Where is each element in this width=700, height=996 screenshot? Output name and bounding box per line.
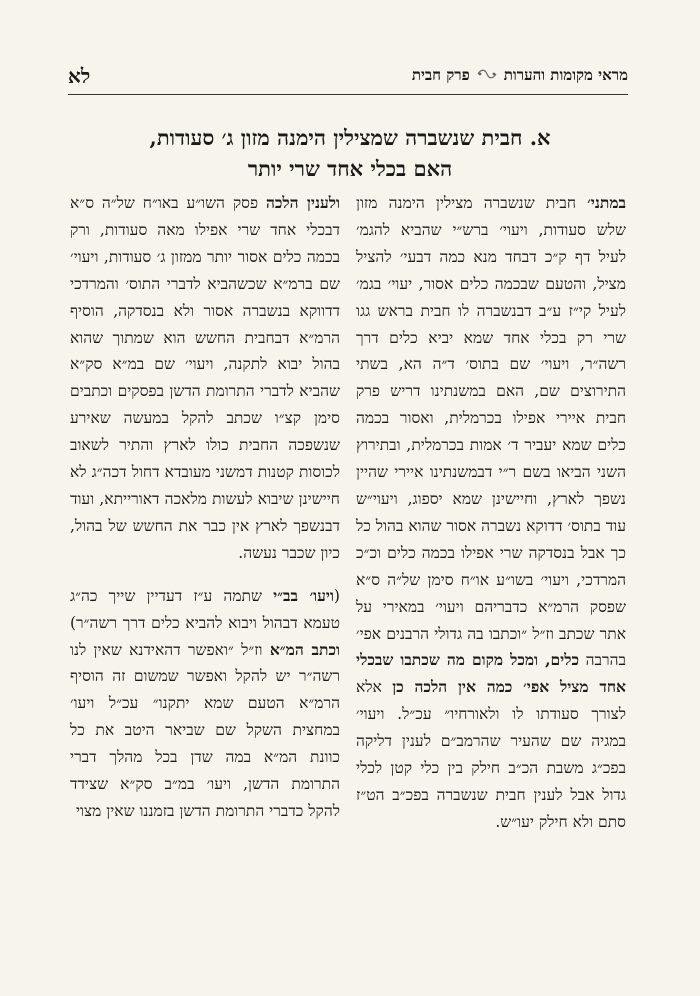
lead-word: במתני׳ bbox=[587, 193, 626, 212]
text-line: כלים דרך רשה״ר, ויעוי׳ שם בתוס׳ ד״ה bbox=[356, 328, 626, 374]
text-line: והטעם שבכמה כלים אסור, יעוי׳ בגמ׳ bbox=[356, 274, 586, 293]
section-title-line-1: א. חבית שנשברה שמצילין הימנה מזון ג׳ סעודות, bbox=[149, 125, 551, 150]
text-line: בכל מהלך דברי התרומת הדשן, ויעו׳ bbox=[70, 748, 340, 794]
left-paragraph-2 bbox=[70, 583, 340, 825]
text-line: לדברי התרומת הדשן בפסקים וכתבים bbox=[70, 382, 294, 401]
text-line: ויעוי׳ במגיה שם שהעיר שהרמב״ם bbox=[356, 705, 626, 751]
text-line: לעיל קי״ז ע״ב דבנשברה לו חבית bbox=[420, 301, 626, 320]
text-line: בנסדקה שרי אפילו בכמה כלים וכ״כ bbox=[356, 543, 575, 562]
text-line: בין כלי קטן לכלי גדול אבל לענין bbox=[356, 759, 626, 804]
text-line: אפילו מאה סעודות, ורק בכמה כלים bbox=[70, 220, 341, 266]
left-paragraph-1 bbox=[70, 190, 340, 567]
text-line: להביא כלים דרך רשה״ר) bbox=[70, 613, 223, 632]
section-title bbox=[80, 122, 620, 184]
text-line: חבית שנשברה מצילין הימנה bbox=[388, 194, 577, 212]
running-header bbox=[68, 62, 628, 90]
text-line: לצורך סעודתו לו ולאורחיו״ עכ״ל. bbox=[397, 705, 626, 724]
text-line: כה״ג טעמא דבהול ויבוא bbox=[70, 586, 340, 632]
text-line: דבחד מנא כמה דבעי׳ להציל מציל, bbox=[356, 247, 626, 293]
scroll-ornament-icon bbox=[476, 68, 498, 83]
text-line: ברמ״א שכשהביא לדברי התוס׳ bbox=[125, 274, 313, 293]
text-line: דחול דכה״ג לא חיישינן שיבוא לעשות bbox=[70, 463, 340, 508]
text-line: וז״ל ״ואפשר דהאידנא שאין לנו bbox=[70, 640, 263, 659]
book-title: מראי מקומות והערות bbox=[503, 66, 628, 84]
text-line: ברש״י שהביא להגמ׳ לעיל דף ק״כ bbox=[356, 220, 626, 266]
lead-word: ולענין הלכה bbox=[265, 193, 340, 212]
text-line: לענין דליקה בפכ״ג משבת הכ״ב חילק bbox=[356, 732, 627, 778]
open-paren: ( bbox=[333, 586, 340, 605]
text-line: שהיין נשפך לארץ, וחיישינן שמא bbox=[356, 463, 626, 508]
text-line: סימן קצ״ו שכתב להקל במעשה שאירע bbox=[70, 409, 340, 428]
text-line: הא, בשתי התירוצים שם, האם bbox=[356, 355, 627, 401]
text-line: בנסדקה, הוסיף הרמ״א דבחבית bbox=[70, 301, 340, 347]
text-line: הוסיף הרמ״א הטעם שמא יתקנו״ bbox=[70, 667, 340, 713]
text-line: חילק יעו״ש. bbox=[495, 812, 568, 831]
text-line: פסק השו״ע באו״ח bbox=[142, 194, 259, 212]
bold-phrase: וכתב המ״א bbox=[269, 639, 340, 659]
text-line: יספוג, ויעוי״ש עוד בתוס׳ דדוקא bbox=[356, 489, 626, 535]
text-line: החשש הוא שמתוך שהוא בהול יבוא bbox=[70, 328, 340, 374]
text-line: חבית שנשברה בפכ״ב הט״ז סתם ולא bbox=[356, 785, 626, 831]
chapter-name: פרק חבית bbox=[411, 66, 470, 84]
paragraph-gap bbox=[70, 567, 340, 583]
text-line: בכרמלית, ואסור בכמה כלים שמא bbox=[356, 409, 626, 455]
text-line: במשנתינו דריש פרק חבית איירי אפילו bbox=[356, 382, 626, 428]
text-line: והמרדכי דדווקא בנשברה אסור ולא bbox=[70, 274, 340, 320]
text-line: שתמה ע״ז דעדיין שייך bbox=[108, 586, 262, 605]
text-line: אין כבר את החשש של בהול, כיון bbox=[70, 516, 340, 562]
text-line: אסור יותר ממזון ג׳ סעודות, ויעוי׳ שם bbox=[70, 247, 340, 293]
bold-phrase: אחד מציל אפי׳ כמה אין הלכה כן bbox=[392, 677, 626, 697]
text-line: לתקנה, ויעוי׳ שם במ״א סק״א שהביא bbox=[70, 355, 340, 401]
text-line: נשברה אסור שהוא בהול כל כך אבל bbox=[356, 516, 627, 562]
text-line: שנשפכה החבית כולו לארץ והתיר bbox=[119, 436, 340, 455]
right-column bbox=[356, 190, 626, 836]
text-line: ״וכתבו בה גדולי הרבנים אפי׳ בהרבה bbox=[356, 624, 626, 670]
left-column bbox=[70, 190, 340, 825]
text-line: רשה״ר יש להקל ואפשר שמשום זה bbox=[112, 667, 340, 686]
text-line: התרומת הדשן בזמננו שאין מצוי bbox=[75, 801, 265, 820]
section-title-line-2: האם בכלי אחד שרי יותר bbox=[247, 156, 453, 181]
header-title-group bbox=[412, 66, 628, 85]
text-line: יעביר ד׳ אמות בכרמלית, ובתירוץ bbox=[356, 436, 557, 455]
text-line: השני הביאו בשם ר״י דבמשנתינו איירי bbox=[394, 463, 626, 482]
page-number: לא bbox=[68, 64, 91, 88]
header-rule bbox=[68, 94, 628, 95]
text-line: של״ה ס״א שפסק הרמ״א כדבריהם bbox=[356, 570, 626, 616]
text-line: של״ה ס״א דבכלי אחד שרי bbox=[70, 194, 340, 239]
text-line: אלא bbox=[356, 678, 382, 697]
text-line: במ״ב סק״א שצידד להקל כדברי bbox=[70, 775, 340, 820]
text-line: לשאוב לכוסות קטנות דמשני מעובדא bbox=[70, 436, 340, 482]
text-line: היטב את כל כוונת המ״א במה שדן bbox=[70, 721, 340, 767]
text-line: מזון שלש סעודות, ויעוי׳ bbox=[356, 194, 627, 239]
text-line: ויעוי׳ במאירי על אתר שכתב וז״ל bbox=[356, 597, 627, 643]
bold-phrase: כלים, ומכל מקום מה שכתבו שבכלי bbox=[356, 650, 580, 670]
right-paragraph bbox=[356, 190, 626, 836]
text-line: המרדכי, ויעוי׳ בשו״ע או״ח סימן bbox=[427, 570, 626, 589]
lead-word: ויעו׳ בב״י bbox=[273, 585, 334, 605]
text-line: שכבר נעשה. bbox=[238, 543, 316, 562]
text-line: בראש גגו שרי רק בכלי אחד שמא יביא bbox=[356, 301, 626, 347]
text-line: עכ״ל ויעו׳ במחצית השקל שם שביאר bbox=[70, 694, 340, 740]
text-line: מלאכה דאורייתא, ועוד דבנשפך לארץ bbox=[70, 489, 340, 535]
